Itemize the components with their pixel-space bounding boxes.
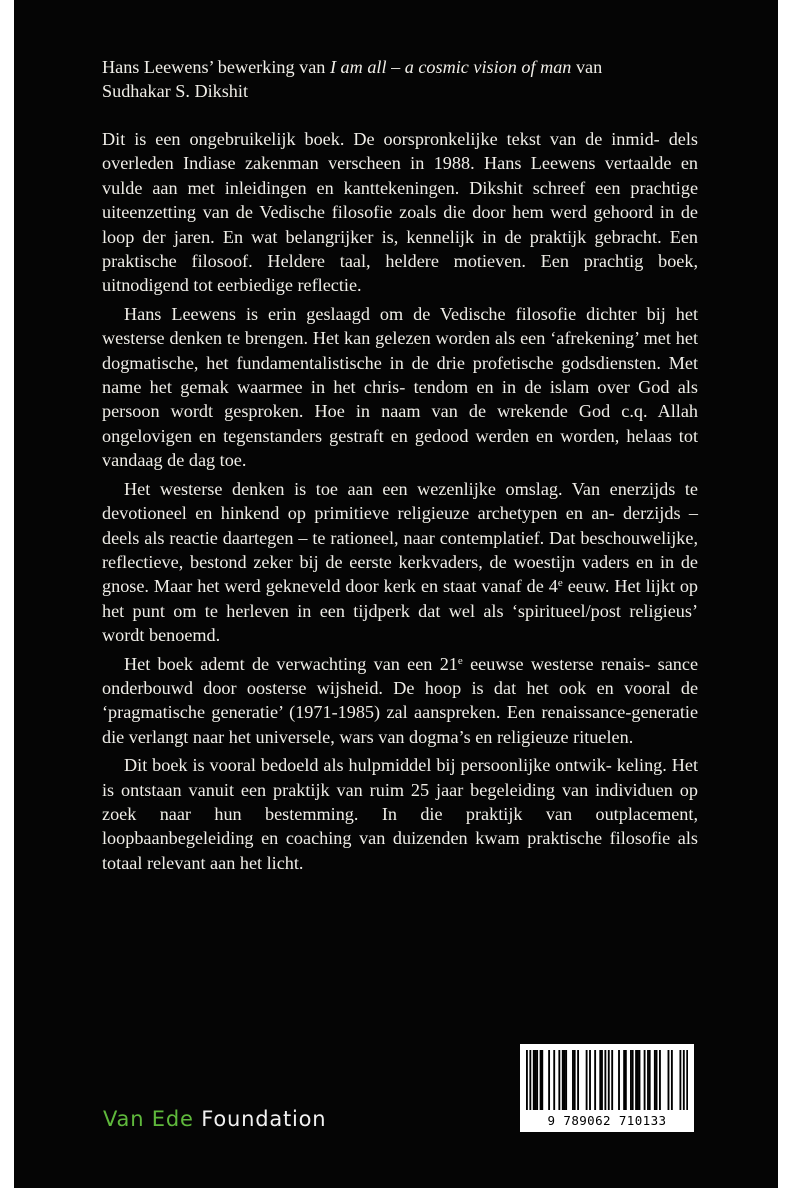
barcode-bar [526,1050,528,1110]
barcode-bar [594,1050,596,1110]
subtitle-mid: van [571,57,603,77]
text-line: en vooral de ‘pragmatische generatie’ (1971-1985) zal aanspreken. [102,677,699,723]
barcode-bar [586,1050,588,1110]
text-line: van individuen op zoek naar hun bestemming. In die praktijk van [102,779,698,824]
paragraph-1 [102,127,698,298]
text-line: Het westerse denken is toe aan een wezenlijke omslag. Van enerzijds [124,478,676,499]
paragraph-3 [102,477,698,648]
barcode-bar [601,1050,603,1110]
barcode-bar [611,1050,613,1110]
barcode-bar [608,1050,610,1110]
barcode-bar [644,1050,646,1110]
text-line: Een renaissance-generatie die verlangt naar het universele, wars van [102,702,699,747]
barcode-bar [686,1050,688,1110]
text-line: schreef een prachtige uiteenzetting van de Vedische filosofie zoals [102,177,699,223]
barcode-bar [668,1050,670,1110]
text-line: die door hem werd gehoord in de loop der jaren. En wat belangrijker [102,202,698,247]
publisher-logo [103,1107,326,1131]
text-line: is, kennelijk in de praktijk gebracht. Een praktische filosoof. Heldere [102,226,699,272]
barcode-bar [659,1050,661,1110]
barcode-bar [562,1050,564,1110]
paragraph-2 [102,302,698,473]
barcode-bar [630,1050,632,1110]
barcode-bar [604,1050,606,1110]
barcode-bar [535,1050,537,1110]
text-line: eeuwse westerse renais- [462,653,651,674]
barcode-bar [649,1050,651,1110]
barcode-bar [618,1050,620,1110]
text-line: te devotioneel en hinkend op primitieve religieuze archetypen en an- [102,478,698,524]
text-line: de woestijn vaders en in de gnose. Maar het werd gekneveld door kerk [102,551,699,597]
paragraph-5 [102,753,698,875]
text-line: naam van de wrekende God c.q. Allah ongelovigen en tegenstanders [102,401,698,446]
barcode-bar [572,1050,574,1110]
text-line: gestraft en gedood werden en worden, helaas tot vandaag de dag toe. [102,425,699,471]
barcode-bar [625,1050,627,1110]
subtitle-prefix: Hans Leewens’ bewerking van [102,57,330,77]
text-line: Het boek ademt de verwachting van een 21 [124,653,458,674]
barcode-bar [564,1050,566,1110]
barcode-bar [577,1050,579,1110]
barcode-bar [529,1050,531,1110]
superscript: e [557,577,563,590]
text-line: Dit is een ongebruikelijk boek. De oorspronkelijke tekst van de inmid- [102,129,660,149]
barcode-bar [565,1050,567,1110]
barcode-bar [541,1050,543,1110]
publisher-name-white: Foundation [193,1107,327,1131]
subtitle [102,55,698,104]
barcode-bar [599,1050,601,1110]
text-line: sance onderbouwd door oosterse wijsheid. De hoop is dat het ook [102,653,699,698]
text-line: derzijds – deels als reactie daartegen – te rationeel, naar contemplatief. [102,503,699,548]
paragraph-4 [102,652,698,750]
original-author: Sudhakar S. Dikshit [102,81,249,102]
barcode-bar [683,1050,685,1110]
text-line: keling. Het is ontstaan vanuit een praktijk van ruim 25 jaar begeleiding [102,755,698,800]
text-line: bij het westerse denken te brengen. Het kan gelezen worden als een [102,303,699,349]
barcode-bar [533,1050,535,1110]
barcode-bar [647,1050,649,1110]
barcode-bar [558,1050,560,1110]
text-line: Hans Leewens is erin geslaagd om de Vedische filosofie dichter [124,303,637,324]
publisher-name-green: Van Ede [103,1107,194,1131]
barcode-bar [632,1050,634,1110]
text-line: profetische godsdiensten. Met name het gemak waarmee in het chris- [102,352,699,398]
barcode-bar [637,1050,639,1110]
barcode-bar [536,1050,538,1110]
text-line: dogma’s en religieuze rituelen. [409,726,634,747]
text-line: praktische filosofie als totaal relevant aan het licht. [102,828,698,873]
barcode-bar [574,1050,576,1110]
text-line: en staat vanaf de 4 [420,576,558,597]
barcode-bar [589,1050,591,1110]
barcode-bar [679,1050,681,1110]
barcode-bar [639,1050,641,1110]
barcode-bar [656,1050,658,1110]
text-line: outplacement, loopbaanbegeleiding en coaching van duizenden kwam [102,803,699,849]
text-line: Dat beschouwelijke, reflectieve, bestond zeker bij de eerste kerkvaders, [102,527,699,572]
superscript: e [457,654,463,667]
barcode-bars [526,1050,688,1110]
barcode-bar [654,1050,656,1110]
text-line: eeuw. Het lijkt op het punt om te herleven in een [102,576,699,621]
blurb-text [102,127,698,875]
text-line: taal, heldere motieven. Een prachtig boek, uitnodigend tot eerbiedige [102,251,699,296]
isbn-number: 9 789062 710133 [547,1113,667,1128]
barcode-bar [635,1050,637,1110]
barcode-bar [553,1050,555,1110]
barcode-bar [548,1050,550,1110]
barcode-bar [671,1050,673,1110]
text-line: ‘afrekening’ met het dogmatische, het fundamentalistische in de drie [102,328,699,373]
barcode [520,1044,694,1132]
barcode-bar [623,1050,625,1110]
text-line: dels overleden Indiase zakenman verscheen in 1988. Hans Leewens [102,129,698,174]
text-line: Dit boek is vooral bedoeld als hulpmiddel bij persoonlijke ontwik- [124,755,612,776]
original-title: I am all – a cosmic vision of man [329,57,572,77]
text-line: tendom en in de islam over God als persoon wordt gesproken. Hoe in [102,377,698,422]
text-line: vertaalde en vulde aan met inleidingen en kanttekeningen. Dikshit [102,153,699,198]
text-line: tijdperk dat wel als ‘spiritueel/post religieus’ wordt benoemd. [102,600,699,646]
text-line: reflectie. [297,275,362,296]
barcode-bar [540,1050,542,1110]
